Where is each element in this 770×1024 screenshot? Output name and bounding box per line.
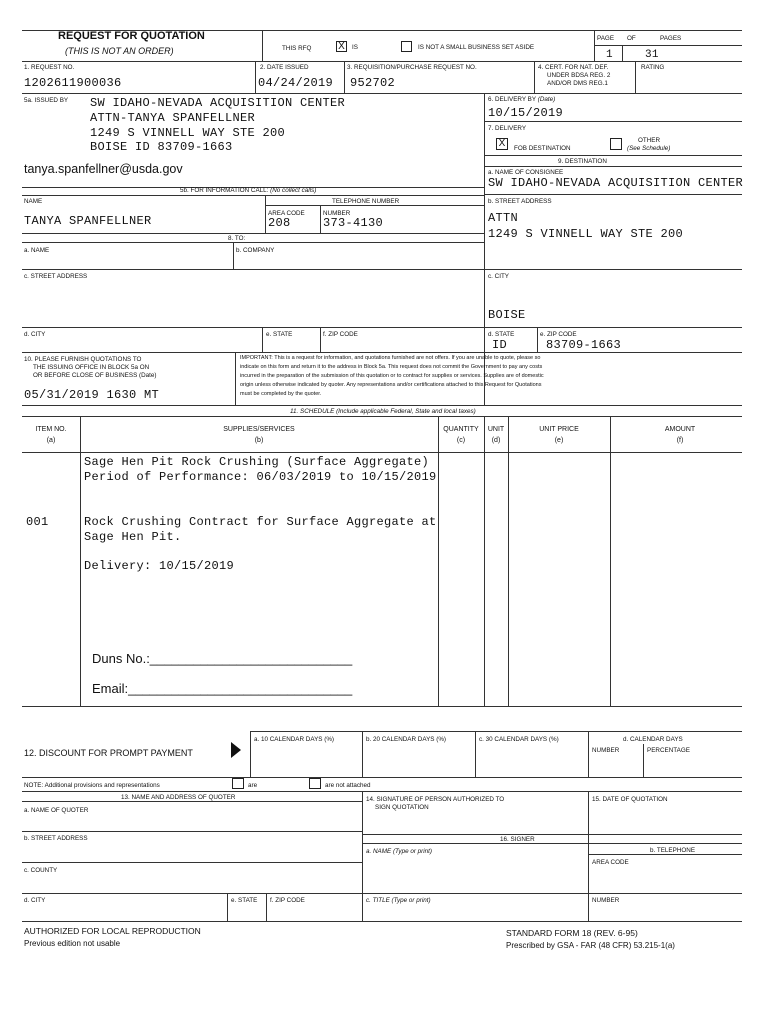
request-no-label: 1. REQUEST NO. — [24, 64, 75, 71]
is-not-label: IS NOT A SMALL BUSINESS SET ASIDE — [418, 44, 535, 51]
deliver-by-label: 6. DELIVERY BY — [488, 96, 536, 103]
item-number: 001 — [26, 515, 49, 529]
dest-city-label: c. CITY — [488, 273, 509, 280]
item-delivery: Delivery: 10/15/2019 — [84, 559, 235, 573]
item-desc-line2: Sage Hen Pit. — [84, 530, 182, 544]
email-field[interactable]: Email:_______________________________ — [92, 681, 353, 696]
quotation-due: 05/31/2019 1630 MT — [24, 388, 160, 402]
cert-line3: AND/OR DMS REG.1 — [547, 80, 608, 87]
footer-right-2: Prescribed by GSA - FAR (48 CFR) 53.215-1(a) — [506, 941, 675, 950]
footer-right-1: STANDARD FORM 18 (REV. 6-95) — [506, 928, 638, 938]
quoter-name-label: a. NAME OF QUOTER — [24, 807, 89, 814]
deliver-by-date: 10/15/2019 — [488, 106, 564, 120]
to-name-label: a. NAME — [24, 247, 50, 254]
col-item-sub: (a) — [46, 437, 56, 444]
dest-street-label: b. STREET ADDRESS — [488, 198, 552, 205]
dest-zip-label: e. ZIP CODE — [540, 331, 577, 338]
this-rfq-label: THIS RFQ — [282, 45, 312, 52]
signature-label-2: SIGN QUOTATION — [375, 804, 429, 811]
cert-line2: UNDER BDSA REG. 2 — [547, 72, 611, 79]
important-line-3: incurred in the preparation of the submission of this quotation or to contract for supplies or services. Supplies are of domestic — [240, 373, 544, 379]
discount-label: 12. DISCOUNT FOR PROMPT PAYMENT — [24, 748, 193, 758]
requisition-label: 3. REQUISITION/PURCHASE REQUEST NO. — [347, 64, 477, 71]
signer-area-code-label: AREA CODE — [592, 859, 629, 866]
is-set-aside-checkbox[interactable] — [336, 41, 347, 52]
total-pages: 31 — [645, 49, 659, 61]
discount-30-days: c. 30 CALENDAR DAYS (%) — [479, 736, 559, 743]
issued-by-label: 5a. ISSUED BY — [24, 97, 69, 104]
is-label: IS — [352, 44, 358, 51]
fob-mark: X — [498, 138, 506, 149]
to-state-label: e. STATE — [266, 331, 293, 338]
col-unit-header: UNIT — [487, 426, 505, 433]
discount-arrow-icon — [231, 742, 241, 758]
col-amount-header: AMOUNT — [664, 426, 696, 433]
date-issued: 04/24/2019 — [258, 76, 334, 90]
furnish-line1: 10. PLEASE FURNISH QUOTATIONS TO — [24, 356, 142, 363]
signer-label: 16. SIGNER — [500, 836, 535, 843]
issued-email: tanya.spanfellner@usda.gov — [24, 162, 183, 176]
dest-street2: 1249 S VINNELL WAY STE 200 — [488, 227, 684, 241]
destination-label: 9. DESTINATION — [558, 158, 607, 165]
signer-title-label: c. TITLE (Type or print) — [366, 897, 431, 904]
furnish-line2: THE ISSUING OFFICE IN BLOCK 5a ON — [33, 364, 150, 371]
info-call-label: 5b. FOR INFORMATION CALL: — [180, 187, 269, 194]
page-label: PAGE — [597, 35, 615, 42]
deliver-by-note: (Date) — [537, 96, 556, 103]
dest-state-label: d. STATE — [488, 331, 515, 338]
schedule-desc-line1: Sage Hen Pit Rock Crushing (Surface Aggregate) — [84, 455, 430, 469]
issued-line3: 1249 S VINNELL WAY STE 200 — [90, 126, 286, 140]
note-text: NOTE: Additional provisions and representations — [24, 782, 160, 789]
consignee-label: a. NAME OF CONSIGNEE — [488, 169, 564, 176]
col-qty-header: QUANTITY — [443, 426, 479, 433]
col-price-header: UNIT PRICE — [539, 426, 579, 433]
signer-name-label: a. NAME (Type or print) — [366, 848, 433, 855]
important-line-5: must be completed by the quoter. — [240, 391, 322, 397]
to-label: 8. TO: — [228, 235, 246, 242]
form-title: REQUEST FOR QUOTATION — [58, 30, 205, 42]
dest-state: ID — [492, 338, 508, 352]
fob-destination-checkbox[interactable] — [496, 138, 508, 150]
signature-label-1: 14. SIGNATURE OF PERSON AUTHORIZED TO — [366, 796, 505, 803]
other-delivery-checkbox[interactable] — [610, 138, 622, 150]
of-label: OF — [627, 35, 636, 42]
pages-label: PAGES — [660, 35, 682, 42]
to-zip-label: f. ZIP CODE — [323, 331, 358, 338]
rating-label: RATING — [641, 64, 665, 71]
contact-name: TANYA SPANFELLNER — [24, 214, 152, 228]
col-supplies-header: SUPPLIES/SERVICES — [223, 426, 295, 433]
phone-number: 373-4130 — [323, 216, 384, 230]
is-not-set-aside-checkbox[interactable] — [401, 41, 412, 52]
telephone-number-label: TELEPHONE NUMBER — [332, 198, 400, 205]
quoter-county-label: c. COUNTY — [24, 867, 58, 874]
schedule-title: 11. SCHEDULE (Include applicable Federal, State and local taxes) — [290, 408, 476, 415]
discount-number: NUMBER — [592, 747, 620, 754]
to-city-label: d. CITY — [24, 331, 46, 338]
discount-percentage: PERCENTAGE — [647, 747, 690, 754]
cert-line1: 4. CERT. FOR NAT. DEF. — [538, 64, 609, 71]
important-line-4: origin unless otherwise indicated by quoter. Any representations and/or certifications attached to this Request for Quotations — [240, 382, 542, 388]
to-company-label: b. COMPANY — [236, 247, 275, 254]
area-code: 208 — [268, 216, 291, 230]
dest-street1: ATTN — [488, 211, 519, 225]
info-call-note: (No collect calls) — [270, 187, 317, 194]
signer-number-label: NUMBER — [592, 897, 620, 904]
quotation-date-label: 15. DATE OF QUOTATION — [592, 796, 668, 803]
request-no: 1202611900036 — [24, 76, 122, 90]
quoter-block-label: 13. NAME AND ADDRESS OF QUOTER — [121, 794, 236, 801]
quoter-city-label: d. CITY — [24, 897, 46, 904]
telephone-label: b. TELEPHONE — [650, 847, 696, 854]
other-label: OTHER — [638, 137, 661, 144]
are-label: are — [248, 782, 258, 789]
discount-10-days: a. 10 CALENDAR DAYS (%) — [254, 736, 335, 743]
other-note: (See Schedule) — [627, 145, 671, 152]
delivery-label: 7. DELIVERY — [488, 125, 527, 132]
important-line-1: IMPORTANT: This is a request for information, and quotations furnished are not offers. If you are unable to quote, please so — [240, 355, 541, 361]
quoter-state-label: e. STATE — [231, 897, 258, 904]
number-label: NUMBER — [323, 210, 351, 217]
is-set-aside-mark: X — [338, 41, 345, 52]
fob-destination-label: FOB DESTINATION — [514, 145, 571, 152]
col-amount-sub: (f) — [676, 437, 684, 444]
dest-zip: 83709-1663 — [546, 338, 622, 352]
issued-line1: SW IDAHO-NEVADA ACQUISITION CENTER — [90, 96, 346, 110]
issued-line2: ATTN-TANYA SPANFELLNER — [90, 111, 256, 125]
col-unit-sub: (d) — [491, 437, 501, 444]
item-desc-line1: Rock Crushing Contract for Surface Aggregate at — [84, 515, 437, 529]
col-item-header: ITEM NO. — [35, 426, 67, 433]
col-supplies-sub: (b) — [254, 437, 264, 444]
consignee-name: SW IDAHO-NEVADA ACQUISITION CENTER — [488, 176, 744, 190]
date-issued-label: 2. DATE ISSUED — [260, 64, 309, 71]
are-not-label: are not attached — [325, 782, 371, 789]
requisition-no: 952702 — [350, 76, 396, 90]
furnish-line3: OR BEFORE CLOSE OF BUSINESS (Date) — [33, 372, 157, 379]
contact-name-label: NAME — [24, 198, 43, 205]
footer-left-2: Previous edition not usable — [24, 939, 121, 948]
quoter-zip-label: f. ZIP CODE — [270, 897, 305, 904]
duns-field[interactable]: Duns No.:____________________________ — [92, 651, 353, 666]
issued-line4: BOISE ID 83709-1663 — [90, 140, 233, 154]
footer-left-1: AUTHORIZED FOR LOCAL REPRODUCTION — [24, 926, 201, 936]
important-line-2: indicate on this form and return it to the address in Block 5a. This request does not commit the Government to pay any costs — [240, 364, 543, 370]
discount-calendar-days: d. CALENDAR DAYS — [623, 736, 683, 743]
are-not-attached-checkbox[interactable] — [309, 778, 321, 789]
area-code-label: AREA CODE — [268, 210, 305, 217]
dest-city: BOISE — [488, 308, 526, 322]
discount-20-days: b. 20 CALENDAR DAYS (%) — [366, 736, 447, 743]
col-qty-sub: (c) — [456, 437, 466, 444]
page-number: 1 — [606, 49, 613, 61]
col-price-sub: (e) — [554, 437, 564, 444]
schedule-desc-line2: Period of Performance: 06/03/2019 to 10/15/2019 — [84, 470, 437, 484]
to-street-label: c. STREET ADDRESS — [24, 273, 88, 280]
are-attached-checkbox[interactable] — [232, 778, 244, 789]
form-subtitle: (THIS IS NOT AN ORDER) — [65, 46, 174, 56]
quoter-street-label: b. STREET ADDRESS — [24, 835, 88, 842]
